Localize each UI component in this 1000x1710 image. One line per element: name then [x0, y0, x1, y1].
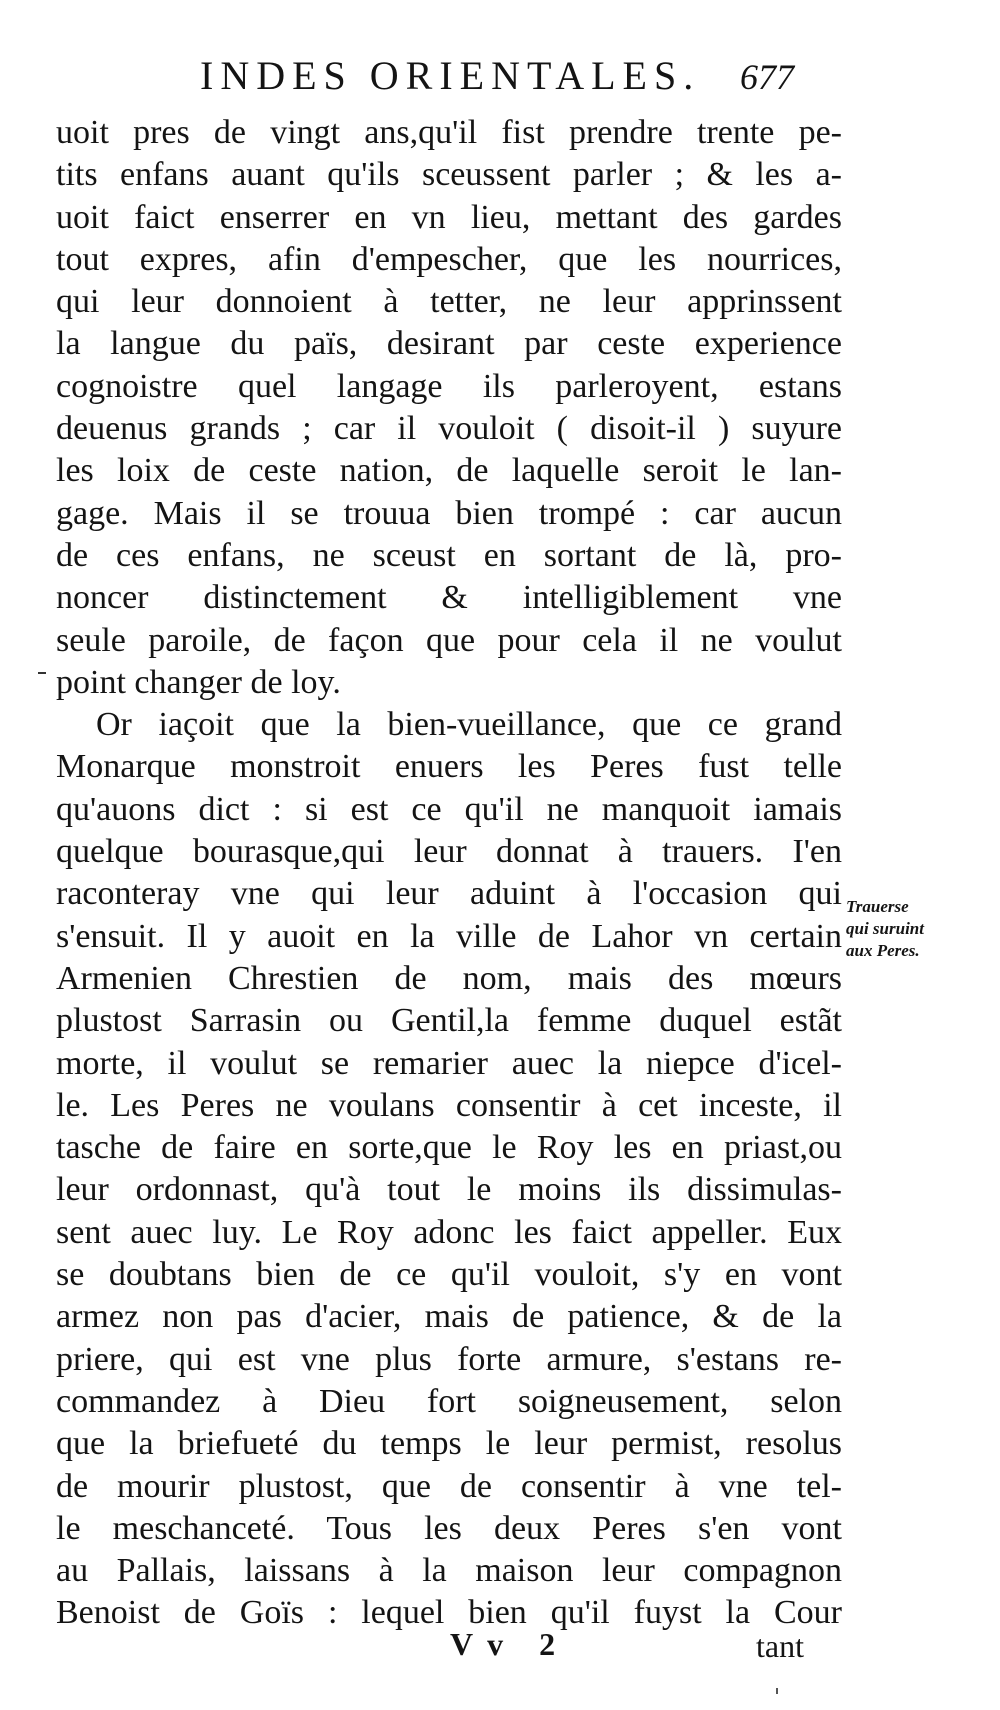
text-line: qu'auons dict : si est ce qu'il ne manquoit iamais [56, 790, 842, 828]
text-line: s'ensuit. Il y auoit en la ville de Lahor vn certain [56, 917, 842, 955]
text-line: raconteray vne qui leur aduint à l'occasion qui [56, 875, 842, 913]
text-line: Armenien Chrestien de nom, mais des mœurs [56, 959, 842, 997]
text-line: le meschanceté. Tous les deux Peres s'en vont [56, 1509, 842, 1547]
text-line: qui leur donnoient à tetter, ne leur apprinssent [56, 283, 842, 321]
text-line: point changer de loy. [56, 663, 341, 701]
text-line: se doubtans bien de ce qu'il vouloit, s'y en vont [56, 1256, 842, 1294]
text-line: au Pallais, laissans à la maison leur compagnon [56, 1552, 842, 1590]
margin-note [846, 896, 966, 962]
text-line: noncer distinctement & intelligiblement vne [56, 579, 842, 617]
margin-note-line: qui suruint [846, 919, 924, 938]
text-line: cognoistre quel langage ils parleroyent, estans [56, 367, 842, 405]
catchword: tant [756, 1628, 804, 1664]
text-line: gage. Mais il se trouua bien trompé : car aucun [56, 494, 842, 532]
paragraph-first-line: Or iaçoit que la bien-vueillance, que ce grand [96, 706, 842, 744]
text-line: tits enfans auant qu'ils sceussent parler ; & les a- [56, 156, 842, 194]
text-line: morte, il voulut se remarier auec la niepce d'icel- [56, 1044, 842, 1082]
text-line: armez non pas d'acier, mais de patience, & de la [56, 1298, 842, 1336]
margin-mark [38, 672, 46, 674]
body-text [56, 112, 842, 1635]
page-number: 677 [740, 57, 794, 97]
text-line: la langue du païs, desirant par ceste experience [56, 325, 842, 363]
text-line: deuenus grands ; car il vouloit ( disoit-il ) suyure [56, 410, 842, 448]
text-line: seule paroile, de façon que pour cela il ne voulut [56, 621, 842, 659]
text-line: commandez à Dieu fort soigneusement, selon [56, 1382, 842, 1420]
text-line: uoit faict enserrer en vn lieu, mettant des gardes [56, 198, 842, 236]
running-header: INDES ORIENTALES. [200, 53, 701, 98]
text-line: Monarque monstroit enuers les Peres fust telle [56, 748, 842, 786]
text-line: leur ordonnast, qu'à tout le moins ils dissimulas- [56, 1171, 842, 1209]
text-line: de mourir plustost, que de consentir à vne tel- [56, 1467, 842, 1505]
text-line: tasche de faire en sorte,que le Roy les en priast,ou [56, 1129, 842, 1167]
ink-speck [776, 1688, 778, 1694]
text-line: de ces enfans, ne sceust en sortant de là, pro- [56, 536, 842, 574]
text-line: uoit pres de vingt ans,qu'il fist prendre trente pe- [56, 114, 842, 151]
signature-mark: Vv 2 [450, 1626, 570, 1662]
margin-note-line: Trauerse [846, 897, 909, 916]
margin-note-line: aux Peres. [846, 941, 920, 960]
text-line: les loix de ceste nation, de laquelle seroit le lan- [56, 452, 842, 490]
text-line: plustost Sarrasin ou Gentil,la femme duquel estãt [56, 1002, 842, 1040]
text-line: quelque bourasque,qui leur donnat à trauers. I'en [56, 833, 842, 871]
text-line: Benoist de Goïs : lequel bien qu'il fuyst la Cour [56, 1594, 842, 1632]
text-line: que la briefueté du temps le leur permist, resolus [56, 1425, 842, 1463]
text-line: tout expres, afin d'empescher, que les nourrices, [56, 240, 842, 278]
text-line: le. Les Peres ne voulans consentir à cet inceste, il [56, 1086, 842, 1124]
text-line: priere, qui est vne plus forte armure, s'estans re- [56, 1340, 842, 1378]
text-line: sent auec luy. Le Roy adonc les faict appeller. Eux [56, 1213, 842, 1251]
